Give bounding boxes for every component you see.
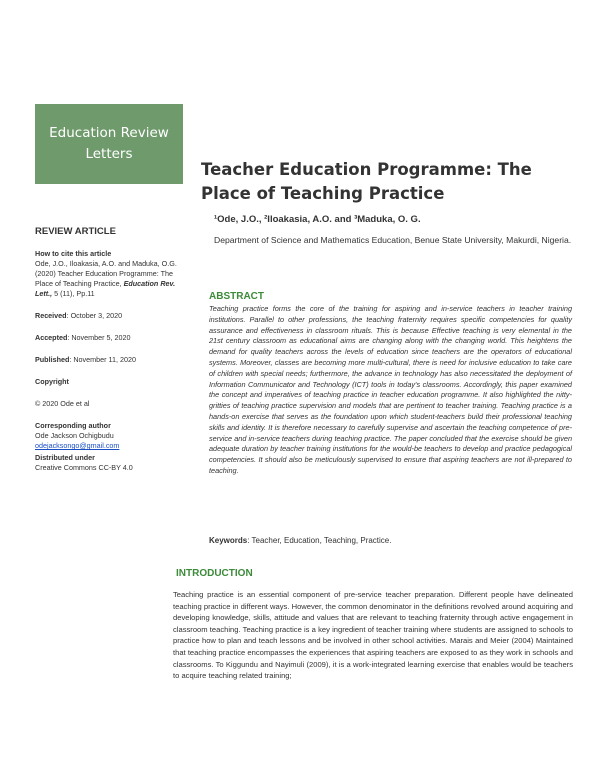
corresponding-name: Ode Jackson Ochigbudu [35, 431, 114, 440]
citation-text: Ode, J.O., Iloakasia, A.O. and Maduka, O.G. (2020) Teacher Education Programme: The Place of Teaching Practice, [35, 259, 177, 288]
published-date [35, 355, 185, 365]
copyright-text: © 2020 Ode et al [35, 399, 90, 408]
distributed-heading: Distributed under [35, 453, 95, 462]
journal-name-line1: Education Review [49, 125, 169, 141]
article-info-sidebar [35, 227, 185, 473]
received-label: Received [35, 311, 67, 320]
author-list: ¹Ode, J.O., ²Iloakasia, A.O. and ³Maduka, O. G. [214, 214, 421, 225]
corresponding-heading: Corresponding author [35, 421, 111, 430]
citation-tail: 5 (11), Pp.11 [52, 289, 95, 298]
accepted-label: Accepted [35, 333, 68, 342]
introduction-text: Teaching practice is an essential component of pre-service teacher preparation. Different people have delineated teaching practice in different ways. However, the common denominator in the definitions revolved around acquiring and developing knowledge, skills, attitude and values that are relevant to teaching fraternity through active engagement in classroom teaching. Teaching practice is a key ingredient of teacher training where students are assigned to schools to practice how to plan and teach lessons and be involved in other school activities. Marais and Meier (2004) Maintained that teaching practice encompasses the experiences that aspiring teachers are exposed to as they work in schools and classrooms. To Kiggundu and Nayimuli (2009), it is a work-integrated learning exercise that enables would be teachers to acquire teaching related training; [173, 590, 573, 681]
published-value: : November 11, 2020 [69, 355, 136, 364]
introduction-heading: INTRODUCTION [176, 568, 253, 579]
keywords [209, 536, 391, 545]
received-date [35, 311, 185, 321]
journal-name-line2: Letters [85, 146, 133, 162]
published-label: Published [35, 355, 70, 364]
accepted-date [35, 333, 185, 343]
article-type: REVIEW ARTICLE [35, 226, 116, 237]
citation [35, 259, 185, 299]
paper-title: Teacher Education Programme: The Place of Teaching Practice [201, 160, 532, 203]
affiliation: Department of Science and Mathematics Education, Benue State University, Makurdi, Nigeria. [214, 235, 572, 245]
journal-name-box [35, 104, 183, 184]
abstract-heading: ABSTRACT [209, 291, 264, 302]
abstract-text: Teaching practice forms the core of the training for aspiring and in-service teachers in teacher training institutions. Parallel to other professions, the teaching fraternity requires specific competencies for quality assurance and effectiveness in classroom rituals. This is because Effective teaching is very elemental in the 21st century classroom as educational aims are changing along with the changing world. This heightens the demand for quality teachers across the levels of education since teachers are the operators of educational systems. Moreover, classes are becoming more multi-cultural, there is need for inclusive education to take care of children with special needs; furthermore, the advance in technology has also necessitated the deployment of Information Communicator and Technology (ICT) tools in today's classrooms. Accordingly, this paper examined the concept and imperatives of teaching practice in teacher education programme. It also highlighted the nitty-gritties of teaching practice supervision and models that are pertinent to teacher training. Teaching practice is a hands-on exercise that serves as the foundation upon which student-teachers build their professional teaching skills and identity. It is therefore necessary to carefully supervise and ascertain the teaching competence of pre-service and in-service teachers during teaching practice. The paper concluded that the exercise should be given adequate duration by teacher training institutions for the would-be teachers to develop and practice pedagogical competencies. It should also be meticulously supervised to ensure that aspiring teachers are not ill-prepared to teaching. [209, 304, 572, 475]
keywords-value: : Teacher, Education, Teaching, Practice. [247, 536, 392, 545]
citation-journal: Education Rev. Lett., [35, 279, 176, 298]
cite-heading: How to cite this article [35, 249, 112, 258]
corresponding-email-link[interactable]: odejacksongo@gmail.com [35, 441, 120, 450]
accepted-value: : November 5, 2020 [67, 333, 131, 342]
copyright-heading: Copyright [35, 377, 69, 386]
license-text: Creative Commons CC-BY 4.0 [35, 463, 133, 472]
keywords-label: Keywords [209, 536, 248, 545]
received-value: : October 3, 2020 [66, 311, 123, 320]
